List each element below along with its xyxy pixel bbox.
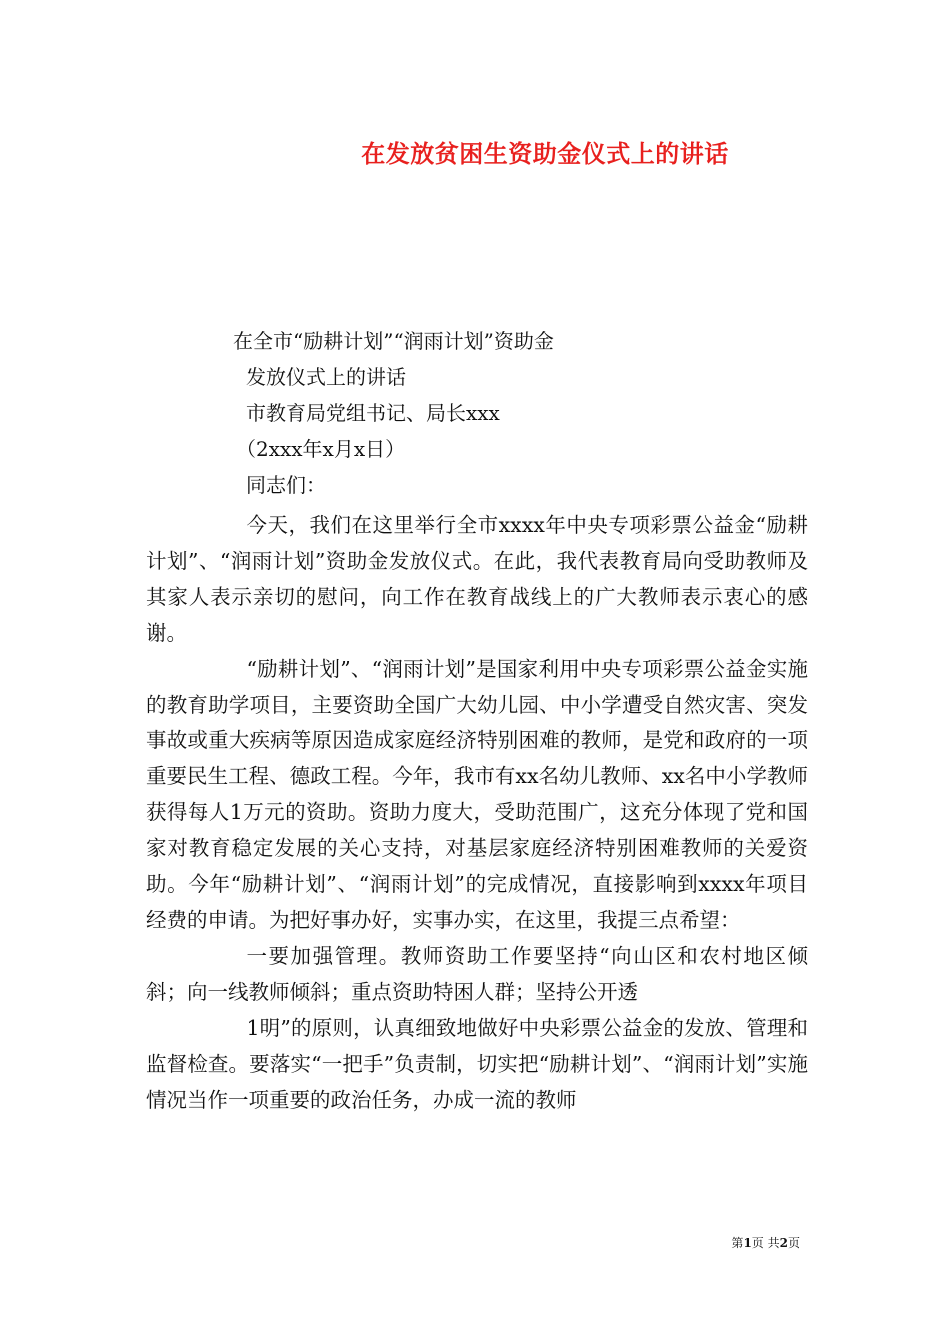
- footer-current-page: 1: [743, 1236, 752, 1250]
- document-title: 在发放贫困生资助金仪式上的讲话: [361, 139, 729, 168]
- paragraph-program-intro: “励耕计划”、“润雨计划”是国家利用中央专项彩票公益金实施的教育助学项目，主要资助全国广大幼儿园、中小学遭受自然灾害、突发事故或重大疾病等原因造成家庭经济特别困难的教师，是党和政府的一项重要民生工程、德政工程。今年，我市有xx名幼儿教师、xx名中小学教师获得每人1万元的资助。资助力度大，受助范围广，这充分体现了党和国家对教育稳定发展的关心支持，对基层家庭经济特别困难教师的关爱资助。今年“励耕计划”、“润雨计划”的完成情况，直接影响到xxxx年项目经费的申请。为把好事办好，实事办实，在这里，我提三点希望：: [146, 656, 808, 932]
- footer-suffix: 页: [787, 1236, 800, 1250]
- speech-body: [146, 508, 808, 1118]
- date-line: （2xxx年x月x日）: [236, 437, 406, 461]
- paragraph-point-one: 一要加强管理。教师资助工作要坚持“向山区和农村地区倾斜；向一线教师倾斜；重点资助特困人群；坚持公开透: [146, 943, 808, 1004]
- page-footer: [731, 1234, 800, 1251]
- paragraph-point-one-continued: 1明”的原则，认真细致地做好中央彩票公益金的发放、管理和监督检查。要落实“一把手”负责制，切实把“励耕计划”、“润雨计划”实施情况当作一项重要的政治任务，办成一流的教师: [146, 1015, 808, 1112]
- footer-total-pages: 2: [779, 1236, 788, 1250]
- footer-middle: 页 共: [751, 1236, 780, 1250]
- paragraph-opening: 今天，我们在这里举行全市xxxx年中央专项彩票公益金“励耕计划”、“润雨计划”资助金发放仪式。在此，我代表教育局向受助教师及其家人表示亲切的慰问，向工作在教育战线上的广大教师表示衷心的感谢。: [146, 513, 808, 645]
- speaker-line: 市教育局党组书记、局长xxx: [246, 401, 500, 425]
- footer-prefix: 第: [731, 1236, 744, 1250]
- speech-title-line-1: 在全市“励耕计划”“润雨计划”资助金: [233, 329, 554, 353]
- speech-title-line-2: 发放仪式上的讲话: [246, 365, 406, 389]
- salutation: 同志们：: [246, 473, 326, 497]
